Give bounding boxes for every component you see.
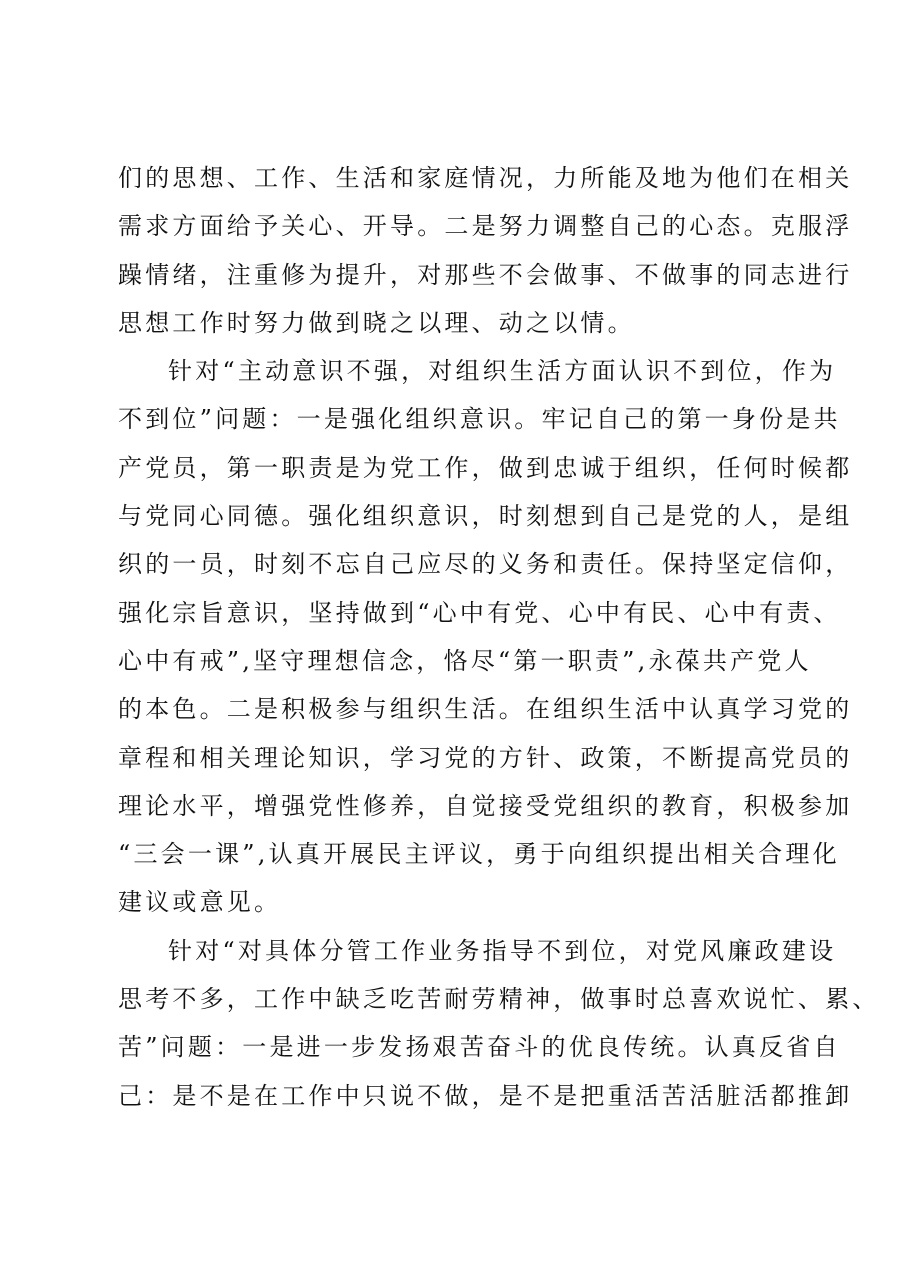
text-line: 思考不多，工作中缺乏吃苦耐劳精神，做事时总喜欢说忙、累、	[118, 985, 880, 1014]
text-line: 织的一员，时刻不忘自己应尽的义务和责任。保持坚定信仰，	[118, 550, 853, 579]
text-line: “三会一课”,认真开展民主评议，勇于向组织提出相关合理化	[118, 840, 840, 869]
text-line: 章程和相关理论知识，学习党的方针、政策，不断提高党员的	[118, 743, 853, 772]
document-body	[118, 154, 880, 1120]
paragraph-first-line: 针对“主动意识不强，对组织生活方面认识不到位，作为	[168, 357, 837, 386]
text-line: 思想工作时努力做到晓之以理、动之以情。	[118, 308, 635, 337]
text-line: 苦”问题：一是进一步发扬艰苦奋斗的优良传统。认真反省自	[118, 1033, 841, 1062]
text-line: 建议或意见。	[118, 888, 282, 917]
text-line: 们的思想、工作、生活和家庭情况，力所能及地为他们在相关	[118, 164, 853, 192]
text-line: 产党员，第一职责是为党工作，做到忠诚于组织，任何时候都	[118, 453, 853, 482]
text-line: 与党同心同德。强化组织意识，时刻想到自己是党的人，是组	[118, 502, 853, 531]
text-line: 强化宗旨意识，坚持做到“心中有党、心中有民、心中有责、	[118, 598, 841, 627]
paragraph-first-line: 针对“对具体分管工作业务指导不到位，对党风廉政建设	[168, 936, 837, 965]
text-line: 心中有戒”,坚守理想信念，恪尽“第一职责”,永葆共产党人	[118, 646, 812, 675]
text-line: 需求方面给予关心、开导。二是努力调整自己的心态。克服浮	[118, 212, 853, 241]
text-line: 己：是不是在工作中只说不做，是不是把重活苦活脏活都推卸	[118, 1081, 853, 1110]
text-line: 躁情绪，注重修为提升，对那些不会做事、不做事的同志进行	[118, 260, 853, 289]
text-line: 理论水平，增强党性修养，自觉接受党组织的教育，积极参加	[118, 791, 853, 820]
text-line: 不到位”问题：一是强化组织意识。牢记自己的第一身份是共	[118, 405, 841, 434]
text-line: 的本色。二是积极参与组织生活。在组织生活中认真学习党的	[118, 695, 853, 724]
